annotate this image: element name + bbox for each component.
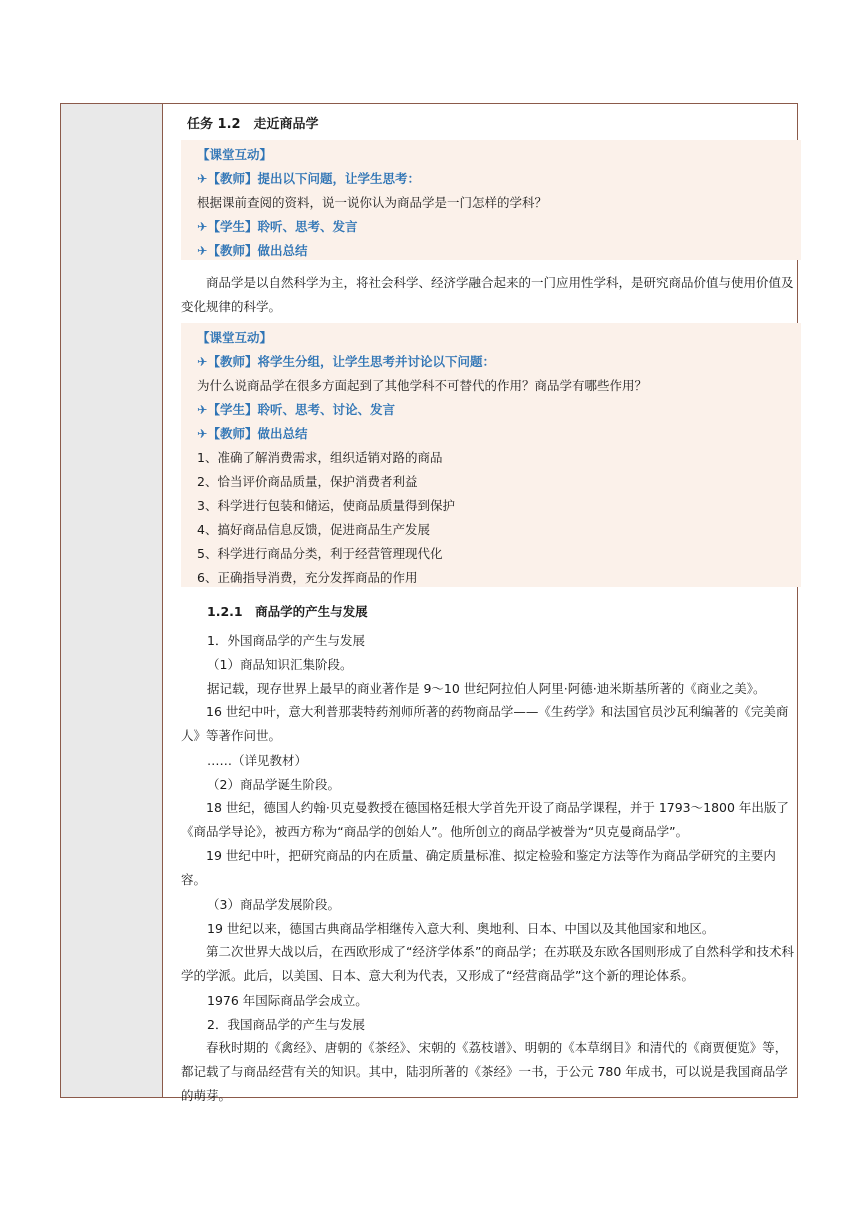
list-item: 4、搞好商品信息反馈，促进商品生产发展 [197, 522, 430, 537]
task-title: 任务 1.2 走近商品学 [187, 117, 319, 132]
body-paragraph: 16 世纪中叶，意大利普那裴特药剂师所著的药物商品学——《生药学》和法国官员沙瓦利编著的《完美商人》等著作问世。 [181, 704, 789, 743]
box-header: 【课堂互动】 [197, 147, 273, 162]
list-item: 1、准确了解消费需求，组织适销对路的商品 [197, 450, 443, 465]
body-line: （2）商品学诞生阶段。 [207, 777, 340, 792]
box-line: ✈【教师】提出以下问题，让学生思考： [197, 171, 420, 186]
left-column [61, 104, 163, 1097]
box-line: ✈【教师】做出总结 [197, 426, 308, 441]
body-line: ……（详见教材） [207, 753, 308, 768]
box-line: 为什么说商品学在很多方面起到了其他学科不可替代的作用？商品学有哪些作用？ [197, 378, 648, 393]
list-item: 5、科学进行商品分类，利于经营管理现代化 [197, 546, 443, 561]
body-paragraph: 春秋时期的《禽经》、唐朝的《茶经》、宋朝的《荔枝谱》、明朝的《本草纲目》和清代的《商贾便览》等，都记载了与商品经营有关的知识。其中，陆羽所著的《茶经》一书，于公元 780 年成书，可以说是我国商品学的萌芽。 [181, 1040, 788, 1103]
body-paragraph: 19 世纪中叶，把研究商品的内在质量、确定质量标准、拟定检验和鉴定方法等作为商品学研究的主要内容。 [181, 848, 776, 887]
definition-paragraph: 商品学是以自然科学为主，将社会科学、经济学融合起来的一门应用性学科，是研究商品价值与使用价值及变化规律的科学。 [181, 275, 794, 314]
body-line: 2．我国商品学的产生与发展 [207, 1017, 365, 1032]
body-line: 1．外国商品学的产生与发展 [207, 633, 365, 648]
list-item: 6、正确指导消费，充分发挥商品的作用 [197, 570, 418, 585]
body-paragraph: 第二次世界大战以后，在西欧形成了“经济学体系”的商品学；在苏联及东欧各国则形成了自然科学和技术科学的学派。此后，以美国、日本、意大利为代表，又形成了“经营商品学”这个新的理论体系。 [181, 944, 794, 983]
list-item: 3、科学进行包装和储运，使商品质量得到保护 [197, 498, 455, 513]
list-item: 2、恰当评价商品质量，保护消费者利益 [197, 474, 418, 489]
interaction-box-2 [181, 323, 801, 587]
body-paragraph: 18 世纪，德国人约翰·贝克曼教授在德国格廷根大学首先开设了商品学课程，并于 1793～1800 年出版了《商品学导论》，被西方称为“商品学的创始人”。他所创立的商品学被誉为“贝克曼商品学”。 [181, 800, 789, 839]
box-line: ✈【学生】聆听、思考、发言 [197, 219, 358, 234]
box-line: ✈【教师】做出总结 [197, 243, 308, 258]
box-header: 【课堂互动】 [197, 330, 273, 345]
body-line: （3）商品学发展阶段。 [207, 897, 340, 912]
box-line: ✈【教师】将学生分组，让学生思考并讨论以下问题： [197, 354, 495, 369]
body-line: 据记载，现存世界上最早的商业著作是 9～10 世纪阿拉伯人阿里·阿德·迪米斯基所著的《商业之美》。 [207, 681, 766, 696]
body-line: 1976 年国际商品学会成立。 [207, 993, 368, 1008]
body-line: 19 世纪以来，德国古典商品学相继传入意大利、奥地利、日本、中国以及其他国家和地区。 [207, 921, 715, 936]
body-line: （1）商品知识汇集阶段。 [207, 657, 353, 672]
interaction-box-1 [181, 140, 801, 260]
box-line: 根据课前查阅的资料，说一说你认为商品学是一门怎样的学科？ [197, 195, 548, 210]
box-line: ✈【学生】聆听、思考、讨论、发言 [197, 402, 395, 417]
lesson-table [60, 103, 798, 1103]
section-title: 1.2.1 商品学的产生与发展 [207, 604, 368, 619]
